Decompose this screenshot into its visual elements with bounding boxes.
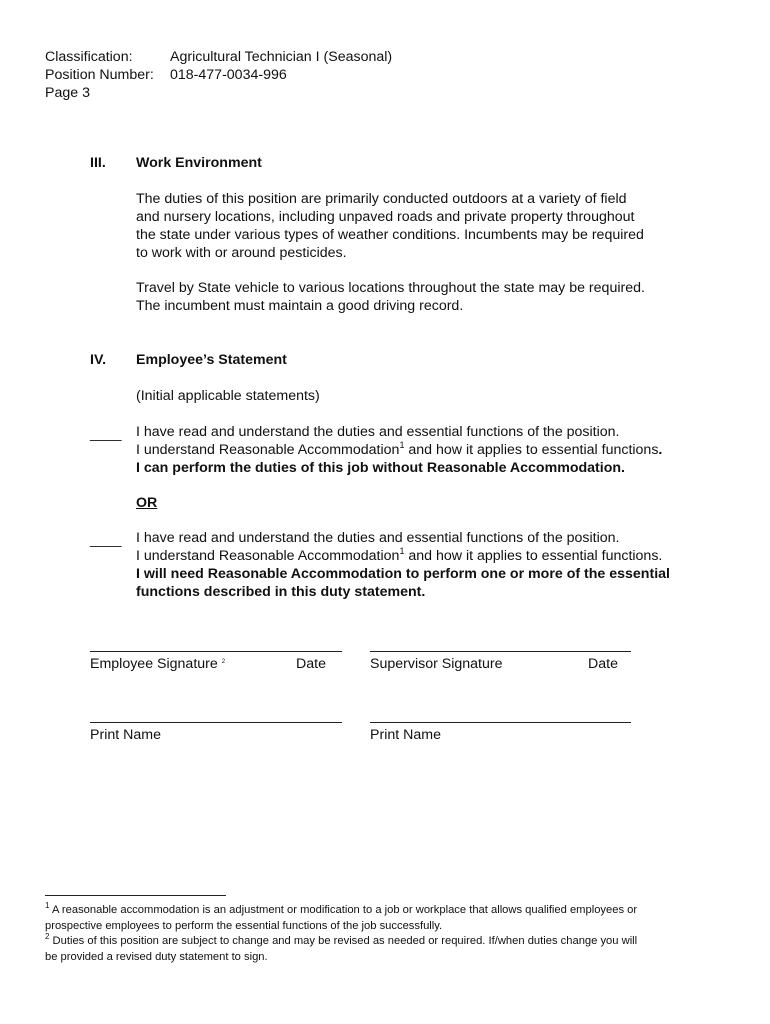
page-number: Page 3 (45, 85, 90, 101)
classification-value: Agricultural Technician I (Seasonal) (170, 49, 393, 65)
option-line: I understand Reasonable Accommodation$^1$ and how it applies to essential functions. (136, 546, 663, 564)
paragraph-line: The incumbent must maintain a good driving record. (136, 298, 464, 314)
or-label: OR (136, 495, 158, 511)
option-text (136, 423, 662, 477)
footnote-1-continued: prospective employees to perform the essential functions of the job successfully. (45, 919, 443, 932)
initials-blank[interactable]: ____ (90, 426, 122, 442)
option-line: I understand Reasonable Accommodation$^1$ and how it applies to essential functions. (136, 440, 663, 458)
section-title: Employee’s Statement (136, 352, 287, 368)
footnotes (45, 903, 735, 965)
paragraph-line: Travel by State vehicle to various locations throughout the state may be required. (136, 280, 645, 296)
employee-print-name-line[interactable] (90, 722, 342, 723)
footnote-ref: 2 (221, 659, 226, 665)
instruction-text: (Initial applicable statements) (136, 388, 320, 404)
supervisor-signature-label: Supervisor Signature (370, 656, 503, 672)
option-text (136, 529, 670, 601)
position-number-value: 018-477-0034-996 (170, 67, 287, 83)
supervisor-signature-line[interactable] (370, 651, 631, 652)
paragraph-line: The duties of this position are primarily conducted outdoors at a variety of field (136, 191, 627, 207)
employee-signature-line[interactable] (90, 651, 342, 652)
option-line-bold: I will need Reasonable Accommodation to perform one or more of the essential (136, 566, 670, 582)
footnote-ref: 1 (399, 546, 405, 556)
employee-signature-label: Employee Signature $^2$ (90, 656, 226, 672)
position-number-label: Position Number: (45, 67, 154, 83)
option-line: I have read and understand the duties and essential functions of the position. (136, 424, 620, 440)
footnote-2: $^2$ Duties of this position are subject to change and may be revised as needed or required. If/when duties change you will (45, 932, 638, 947)
section-title: Work Environment (136, 155, 262, 171)
option-line: I have read and understand the duties and essential functions of the position. (136, 530, 620, 546)
employee-date-label: Date (296, 656, 326, 672)
classification-label: Classification: (45, 49, 133, 65)
footnote-2-continued: be provided a revised duty statement to sign. (45, 950, 268, 963)
paragraph-line: the state under various types of weather conditions. Incumbents may be required (136, 227, 644, 243)
section-numeral: III. (90, 155, 106, 171)
section-numeral: IV. (90, 352, 107, 368)
footnote-separator (45, 895, 226, 896)
travel-paragraph (136, 279, 645, 315)
work-environment-paragraph (136, 190, 644, 262)
initials-blank[interactable]: ____ (90, 532, 122, 548)
supervisor-date-label: Date (588, 656, 618, 672)
supervisor-print-name-line[interactable] (370, 722, 631, 723)
footnote-ref: 1 (399, 440, 405, 450)
supervisor-print-name-label: Print Name (370, 727, 441, 743)
footnote-1: $^1$ A reasonable accommodation is an adjustment or modification to a job or workplace that allows qualified employees or (45, 901, 638, 916)
employee-print-name-label: Print Name (90, 727, 161, 743)
option-line-bold: functions described in this duty statement. (136, 584, 426, 600)
paragraph-line: to work with or around pesticides. (136, 245, 347, 261)
option-line-bold: I can perform the duties of this job without Reasonable Accommodation. (136, 460, 625, 476)
paragraph-line: and nursery locations, including unpaved roads and private property throughout (136, 209, 635, 225)
